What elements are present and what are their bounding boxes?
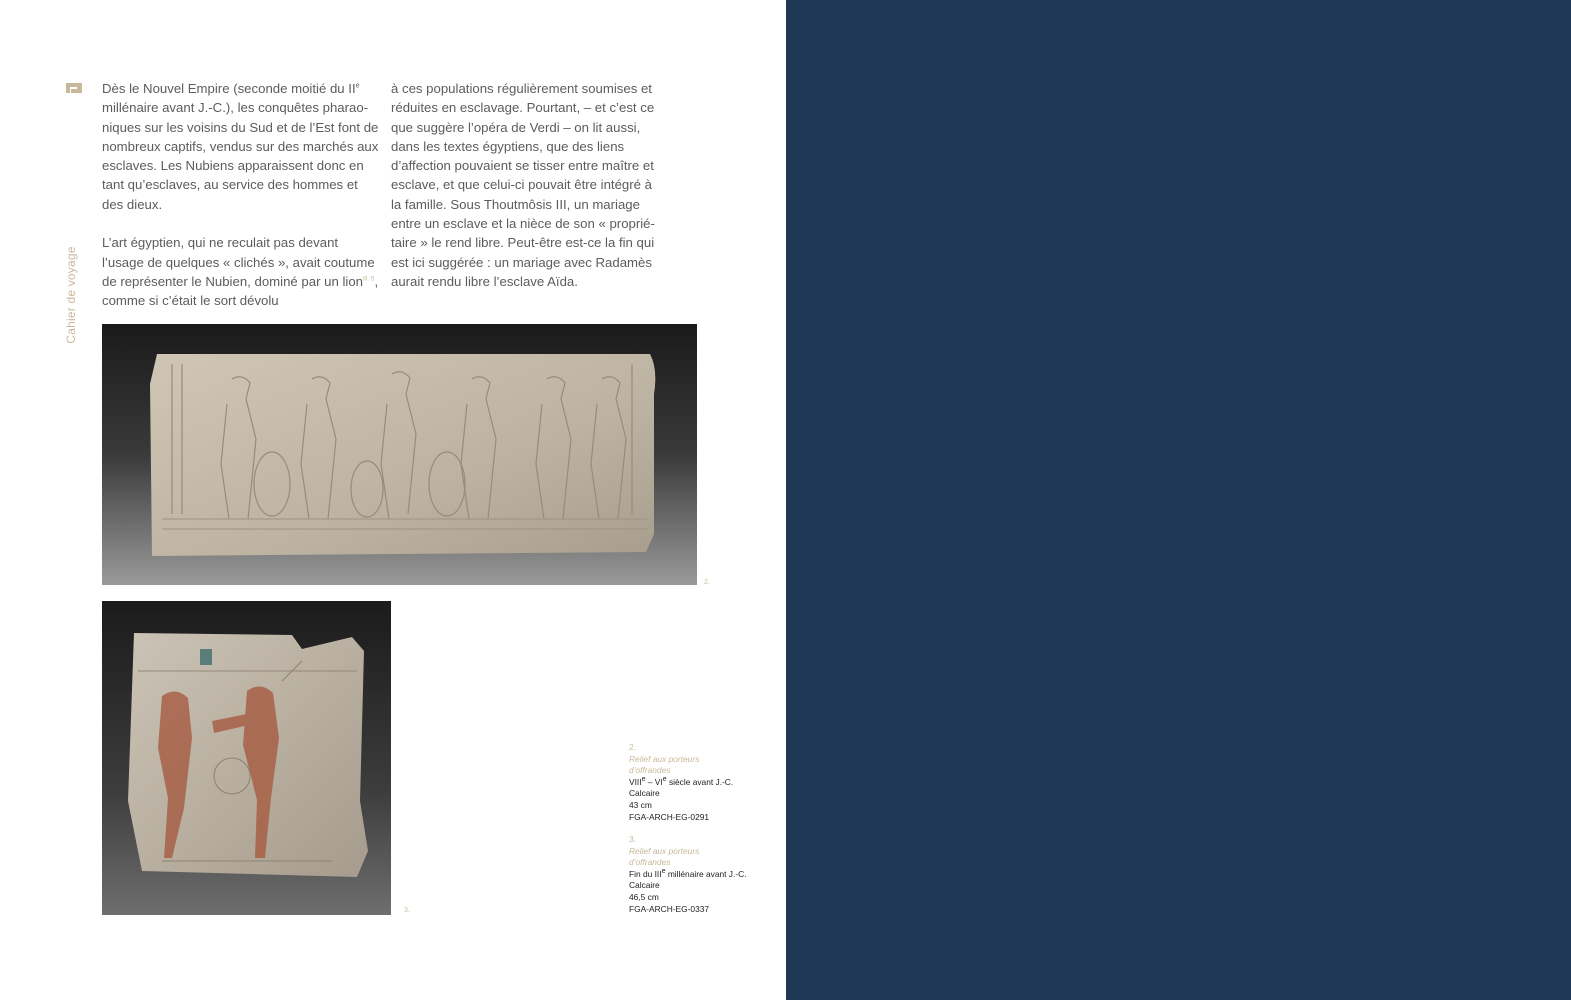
paragraph-3: à ces populations régulièrement soumises et réduites en esclavage. Pourtant, – et c’est ce que suggère l’opéra de Verdi – on lit aussi, dans les textes égyptiens, que des liens d’affection pouvaient se tisser entre maître et esclave, et que celui-ci pouvait être intégré à la famille. Sous Thoutmôsis III, un mariage entre un esclave et la nièce de son « propriétaire » le rend libre. Peut-être est-ce la fin qui est ici suggérée : un mariage avec Radamès aurait rendu libre l’esclave Aïda. [391,81,655,289]
caption-date: Fin du IIIe millénaire avant J.-C. [629,867,747,879]
caption-material: Calcaire [629,788,660,799]
caption-title: Relief aux porteurs [629,845,700,856]
caption-figure-2 [629,742,769,823]
caption-title-cont: d’offrandes [629,765,671,776]
caption-size: 46,5 cm [629,891,659,902]
text-column-2 [391,79,663,291]
right-page-navy [786,0,1571,1000]
caption-figure-3 [629,834,769,915]
caption-title-cont: d’offrandes [629,857,671,868]
figure-number-2: 2. [704,579,710,586]
relief-image-2 [102,324,697,585]
caption-inventory: FGA-ARCH-EG-0291 [629,811,710,822]
caption-material: Calcaire [629,880,660,891]
text-column-1 [102,79,382,311]
caption-inventory: FGA-ARCH-EG-0337 [629,903,710,914]
paragraph-1: Dès le Nouvel Empire (seconde moitié du IIe millénaire avant J.-C.), les conquêtes pharaoniques sur les voisins du Sud et de l’Est font de nombreux captifs, vendus sur des marchés aux esclaves. Les Nubiens apparaissent donc en tant qu’esclaves, au service des hommes et des dieux. [102,81,379,212]
relief-image-3 [102,601,391,915]
running-head: Cahier de voyage [64,246,78,344]
bracket-icon [65,82,83,94]
caption-date: VIIIe – VIe siècle avant J.-C. [629,775,734,787]
caption-size: 43 cm [629,799,652,810]
caption-number: 2. [629,742,636,752]
paragraph-2: L’art égyptien, qui ne reculait pas devant l’usage de quelques « clichés », avait coutume de représenter le Nubien, dominé par un lion$^{ill. 5}$, comme si c’était le sort dévolu [102,235,379,309]
figure-number-3: 3. [404,907,410,914]
illustration-reference[interactable]: ill. 5 [362,275,375,283]
caption-title: Relief aux porteurs [629,753,700,764]
caption-number: 3. [629,834,636,844]
